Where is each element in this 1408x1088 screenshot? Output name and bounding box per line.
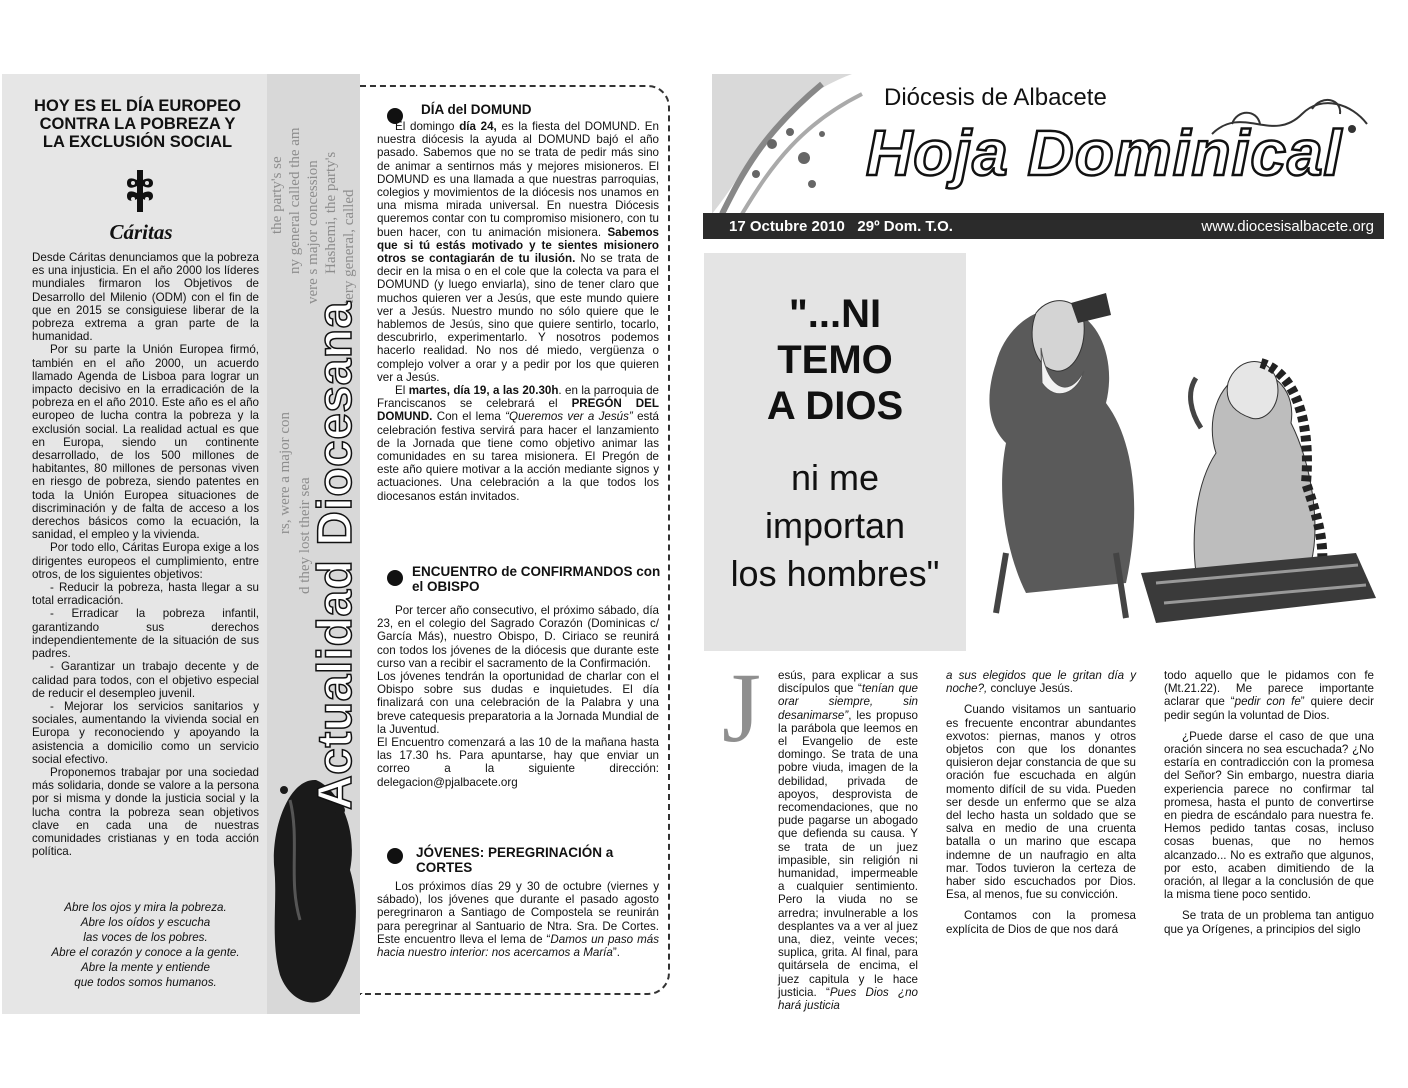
poem-line: las voces de los pobres. <box>83 931 208 944</box>
paragraph: El martes, día 19, a las 20.30h. en la parroquia de Franciscanos se celebrará el PREGÓN DEL DOMUND. Con el lema “Queremos ver a Jesús” está celebración festiva servirá para hacer el lanzamiento de la Jornada que tiene como objetivo animar las comunidades en su tarea misionera. El Pregón de este año quiere motivar a la acción mediante signos y actuaciones. Una celebración a la que todos los diocesanos están invitados. <box>377 384 660 503</box>
paragraph: El Encuentro comenzará a las 10 de la mañana hasta las 17.30 hs. Para apuntarse, hay que enviar un correo a la siguiente dirección: delegacion@pjalbacete.org <box>377 736 659 789</box>
list-item: - Reducir la pobreza, hasta llegar a su total erradicación. <box>32 581 259 608</box>
article-column-3 <box>1164 669 1374 936</box>
caritas-cross-icon <box>120 168 160 214</box>
paragraph: Los próximos días 29 y 30 de octubre (viernes y sábado), los jóvenes que durante el pasado agosto peregrinaron a Santiago de Compostela se reunirán para peregrinar al Santuario de Ntra. Sra. De Cortes. Este encuentro lleva el lema de “Damos un paso más hacia nuestro interior: nos acercamos a María”. <box>377 880 659 960</box>
section-title-vertical: Actualidad Diocesana <box>309 301 362 810</box>
paragraph: a sus elegidos que le gritan día y noche?, concluye Jesús. <box>946 669 1136 696</box>
paragraph: ¿Puede darse el caso de que una oración sincera no sea escuchada? ¿No estaría en contradicción con la promesa del Señor? Sin embargo, nuestra diaria experiencia parece no confirmar tal promesa, hasta el punto de convertirse en piedra de escándalo para nuestra fe. Hemos pedido tantas cosas, incluso cosas buenas, que no hemos alcanzado... No es extraño que algunos, por esto, acaben dimitiendo de la oración, al llegar a la conclusión de que la misma tiene poco sentido. <box>1164 729 1374 902</box>
poem-line: Abre la mente y entiende <box>81 961 210 974</box>
caritas-logo-text: Cáritas <box>109 220 173 244</box>
quote-line: "...NI <box>788 292 882 336</box>
quote-line: ni me <box>790 457 880 498</box>
diocese-subtitle: Diócesis de Albacete <box>884 84 1107 111</box>
news-body-cortes <box>377 880 659 959</box>
list-item: - Erradicar la pobreza infantil, garantizando sus derechos independientemente de la situación de sus padres. <box>32 607 259 661</box>
bullet-icon <box>387 848 403 864</box>
paragraph: Se trata de un problema tan antiguo que ya Orígenes, a principios del siglo <box>1164 909 1374 936</box>
banner-background-text: Hashemi, the party's <box>323 151 339 274</box>
quote-line: TEMO <box>777 338 893 382</box>
drop-cap: J <box>722 652 761 763</box>
date-bar <box>703 213 1384 239</box>
paragraph: Por su parte la Unión Europea firmó, también en el año 2000, un acuerdo llamado Agenda de Lisboa para lograr un impacto decisivo en la erradicación de la pobreza en el año 2010. Este año es el año europeo de lucha contra la pobreza y la exclusión social. La realidad actual es que en Europa, siendo un continente desarrollado, de los 500 millones de habitantes, 80 millones de personas viven en riesgo de pobreza, siendo patentes en toda la Unión Europea situaciones de discriminación y de falta de acceso a los derechos básicos como la ecuación, la sanidad, el empleo y la vivienda. <box>32 343 259 542</box>
poem-line: Abre los oídos y escucha <box>80 916 211 929</box>
paragraph: Desde Cáritas denunciamos que la pobreza es una injusticia. En el año 2000 los líderes mundiales firmaron los Objetivos de Desarrollo del Milenio (ODM) con el fin de que en 2015 se consiguiese liberar de la pobreza extrema a gran parte de la humanidad. <box>32 251 259 344</box>
quote-line: A DIOS <box>766 384 904 428</box>
caritas-article-body <box>32 251 259 858</box>
news-body-confirmandos <box>377 604 659 789</box>
paragraph: Proponemos trabajar por una sociedad más solidaria, donde se valore a la persona por si misma y donde la justicia social y la lucha contra la pobreza sean objetivos clave en cada una de nuestras comunidades cristianas y en toda acción política. <box>32 765 259 859</box>
caritas-poem <box>32 900 259 990</box>
paragraph: Cuando visitamos un santuario es frecuente encontrar abundantes exvotos: piernas, manos y otros objetos con que los donantes quisieron dejar constancia de que su oración fue escuchada en algún momento difícil de su vida. Pueden ser desde un enfermo que se alza del lecho hasta un soldado que se salva en medio de una cruenta batalla o un marino que escapa indemne de un naufragio en alta mar. Todos tuvieron la certeza de haber sido escuchados por Dios. Esa, al menos, fue su convicción. <box>946 703 1136 902</box>
banner-background-text: d they lost their sea <box>297 477 313 594</box>
website-link[interactable]: www.diocesisalbacete.org <box>1201 218 1374 235</box>
paragraph: Por tercer año consecutivo, el próximo sábado, día 23, en el colegio del Sagrado Corazón (Dominicas c/ García Más), nuestro Obispo, D. Ciriaco se reunirá con todos los jóvenes de la diócesis que durante este curso van a recibir el sacramento de la Confirmación. <box>377 604 659 670</box>
news-heading-cortes: JÓVENES: PEREGRINACIÓN a CORTES <box>416 845 614 875</box>
banner-background-text: the party's se <box>269 156 285 234</box>
news-heading-domund: DÍA del DOMUND <box>421 102 532 117</box>
poem-line: Abre el corazón y conoce a la gente. <box>51 946 240 959</box>
paragraph: El domingo día 24, es la fiesta del DOMUND. En nuestra diócesis la ayuda al DOMUND bajó el año pasado. Sabemos que no se trata de pedir más sino de animar a sentirnos más y mejores misioneros. El DOMUND es una llamada a que nuestras parroquias, colegios y movimientos de la diócesis nos unamos en una misma mirada universal. En nuestra Diócesis queremos contar con tu compromiso misionero, con tu buen hacer, con tu animación misionera. Sabemos que si tú estás motivado y te sientes misionero otros se contagiarán de tu ilusión. No se trata de decir en la misa o en el cole que la colecta va para el DOMUND (y luego enviarla), sino de tener claro que muchos quieren ver a Jesús, que este mundo quiere ver a Jesús. Nuestro mundo no sólo quiere que le hablemos de Jesús, sino que quiere sentirlo, tocarlo, descubrirlo, experimentarlo. Y nosotros podemos hacerlo realidad. No nos dé miedo, vergüenza o complejo volver a orar y a pedir por los que quieren ver a Jesús. <box>377 120 660 384</box>
news-body-domund <box>377 120 659 503</box>
caritas-article-title: HOY ES EL DÍA EUROPEO CONTRA LA POBREZA Y LA EXCLUSIÓN SOCIAL <box>34 97 241 151</box>
banner-background-text: rs, were a major con <box>277 411 293 534</box>
issue-date: 17 Octubre 2010 29º Dom. T.O. <box>729 218 953 235</box>
paragraph: Contamos con la promesa explícita de Dios de que nos dará <box>946 909 1136 936</box>
article-column-1 <box>726 669 918 1012</box>
quote-line: los hombres" <box>730 553 940 594</box>
banner-background-text: vere s major concession <box>305 160 321 304</box>
list-item: - Garantizar un trabajo decente y de calidad para todos, con el objetivo especial de reducir el desempleo juvenil. <box>32 660 259 700</box>
list-item: - Mejorar los servicios sanitarios y sociales, aumentando la vivienda social en Europa y reconociendo y apoyando la asistencia a domicilio como un servicio social efectivo. <box>32 699 259 766</box>
poem-line: Abre los ojos y mira la pobreza. <box>64 901 227 914</box>
paragraph: Los jóvenes tendrán la oportunidad de charlar con el Obispo sobre sus dudas e inquietudes. El día finalizará con una celebración de la Palabra y una breve catequesis preparatoria a la Jornada Mundial de la Juventud. <box>377 670 659 736</box>
bullet-icon <box>387 570 403 586</box>
quote-line: importan <box>764 505 906 546</box>
paragraph: Por todo ello, Cáritas Europa exige a los dirigentes europeos el cumplimiento, entre otros, de los siguientes objetivos: <box>32 541 259 581</box>
quote-light <box>704 454 966 598</box>
banner-background-text: ny general called the am <box>287 127 303 274</box>
paragraph: todo aquello que le pidamos con fe (Mt.21.22). Me parece importante aclarar que “pedir con fe” quiere decir pedir según la voluntad de Dios. <box>1164 669 1374 722</box>
masthead-title: Hoja Dominical <box>866 117 1343 189</box>
quote-bold <box>704 291 966 429</box>
paragraph: esús, para explicar a sus discípulos que “tenían que orar siempre, sin desanimarse”, les propuso la parábola que leemos en el Evangelio de este domingo. Se trata de una pobre viuda, imagen de la debilidad, privada de apoyos, desprovista de recomendaciones, que no pude pagarse un abogado que defienda su causa. Y se trata de un juez impasible, sin religión ni humanidad, impermeable a cualquier sentimiento. Pero la viuda no se arredra; invulnerable a los desplantes va a ver al juez una, diez, veinte veces; suplica, grita. Al final, para quitársela de encima, el juez capitula y le hace justicia. “Pues Dios ¿no hará justicia <box>778 669 918 1013</box>
judge-and-widow-illustration <box>966 253 1384 651</box>
poem-line: que todos somos humanos. <box>74 976 217 989</box>
article-column-2 <box>946 669 1136 936</box>
banner-background-text: tery general, called <box>341 189 357 304</box>
news-heading-confirmandos: ENCUENTRO de CONFIRMANDOS con el OBISPO <box>412 564 661 594</box>
